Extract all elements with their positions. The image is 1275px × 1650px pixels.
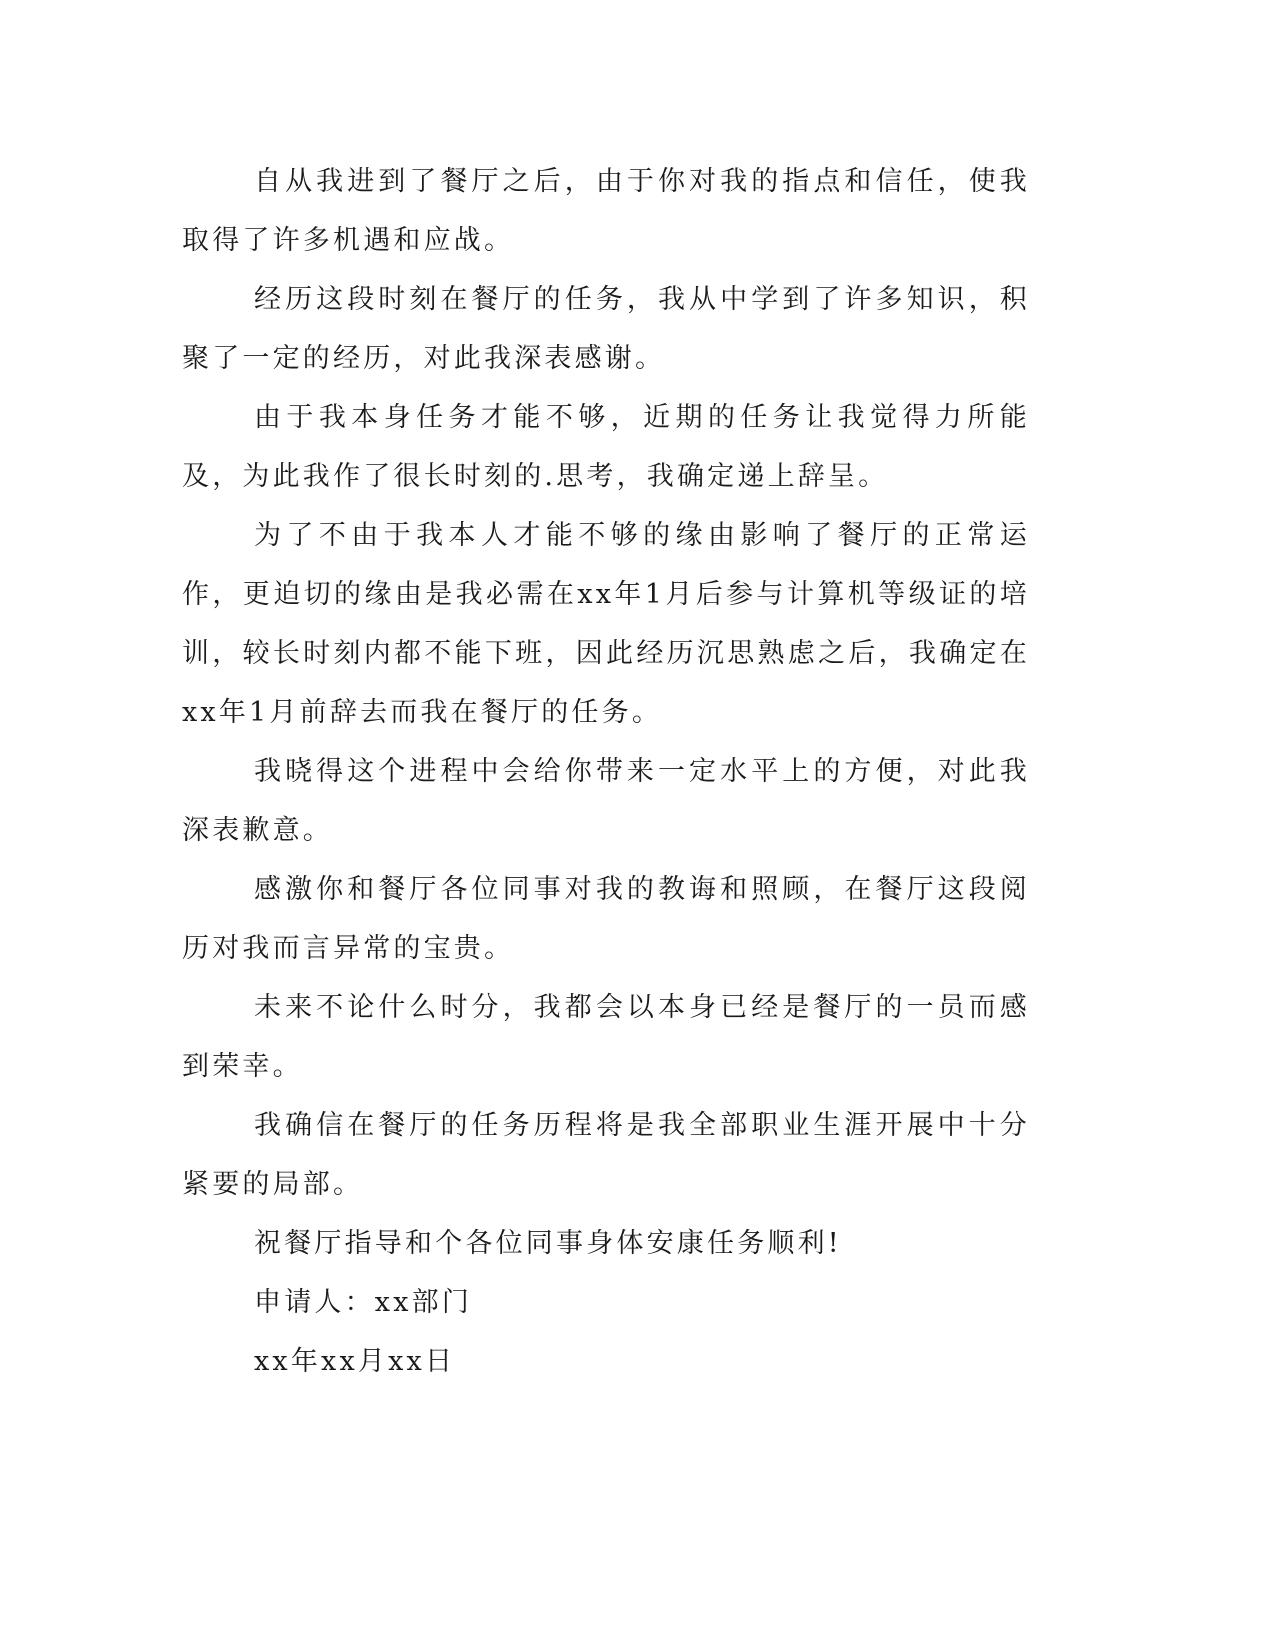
paragraph: 我晓得这个进程中会给你带来一定水平上的方便，对此我深表歉意。 (182, 756, 1030, 846)
paragraph: 未来不论什么时分，我都会以本身已经是餐厅的一员而感到荣幸。 (182, 992, 1030, 1082)
date-line: xx年xx月xx日 (254, 1346, 456, 1377)
paragraph: 经历这段时刻在餐厅的任务，我从中学到了许多知识，积聚了一定的经历，对此我深表感谢。 (182, 284, 1030, 374)
paragraph: 由于我本身任务才能不够，近期的任务让我觉得力所能及，为此我作了很长时刻的.思考，我确定递上辞呈。 (182, 402, 1030, 492)
paragraph: 我确信在餐厅的任务历程将是我全部职业生涯开展中十分紧要的局部。 (182, 1110, 1030, 1200)
paragraph: 自从我进到了餐厅之后，由于你对我的指点和信任，使我取得了许多机遇和应战。 (182, 166, 1030, 256)
paragraph: 感激你和餐厅各位同事对我的教诲和照顾，在餐厅这段阅历对我而言异常的宝贵。 (182, 874, 1030, 964)
closing-wish: 祝餐厅指导和个各位同事身体安康任务顺利! (254, 1228, 842, 1259)
paragraph: 为了不由于我本人才能不够的缘由影响了餐厅的正常运作，更迫切的缘由是我必需在xx年1月后参与计算机等级证的培训，较长时刻内都不能下班，因此经历沉思熟虑之后，我确定在xx年1月前辞去而我在餐厅的任务。 (182, 520, 1030, 728)
letter-body (182, 152, 1030, 1391)
applicant-line: 申请人：xx部门 (254, 1287, 473, 1318)
